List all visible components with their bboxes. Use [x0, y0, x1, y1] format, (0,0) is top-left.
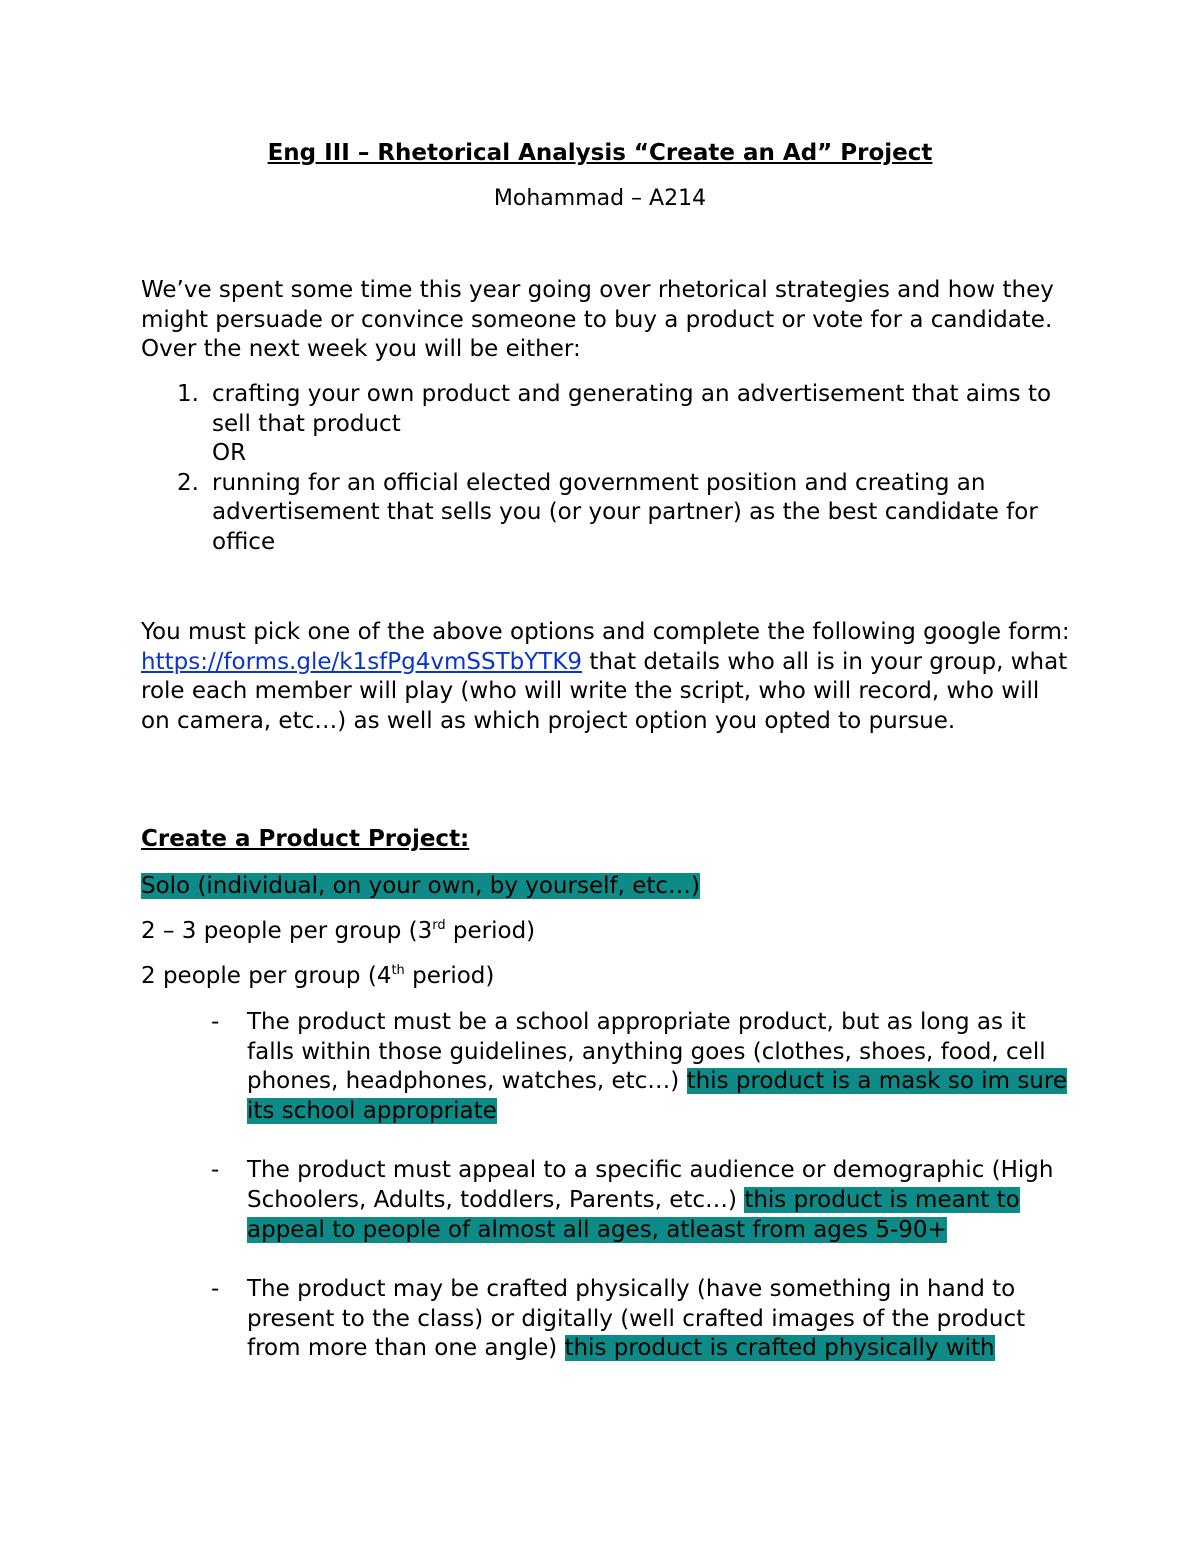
ordinal-suffix: th: [391, 963, 405, 978]
requirement-text: The product must appeal to a specific audience or demographic (High Schoolers, Adults, toddlers, Parents, etc…): [247, 1157, 1054, 1213]
list-number: 1.: [177, 381, 199, 407]
instructions-paragraph: [141, 618, 1071, 736]
requirements-list: [141, 1008, 1071, 1394]
intro-paragraph: We’ve spent some time this year going over rhetorical strategies and how they might persuade or convince someone to buy a product or vote for a candidate. Over the next week you will be either:: [141, 277, 1054, 363]
document-title: Eng III – Rhetorical Analysis “Create an Ad” Project: [267, 140, 933, 166]
list-item: [141, 1275, 1071, 1364]
group-size-4th-period: [141, 962, 494, 992]
list-number: 2.: [177, 469, 199, 496]
solo-option: [141, 872, 700, 902]
list-item: [141, 1008, 1071, 1126]
list-item: [141, 469, 1071, 558]
bullet-dash: -: [211, 1276, 220, 1303]
requirement-text: The product must be a school appropriate product, but as long as it falls within those guidelines, anything goes (clothes, shoes, food, cell phones, headphones, watches, etc…): [247, 1009, 1046, 1095]
author-line: Mohammad – A214: [493, 186, 707, 211]
option-connector: OR: [212, 440, 247, 467]
group-size-3rd-period: [141, 917, 535, 947]
highlighted-response: this product is a mask so im sure its school appropriate: [247, 1068, 1067, 1124]
list-item: [141, 380, 1071, 469]
highlighted-response: this product is meant to appeal to people of almost all ages, atleast from ages 5-90+: [247, 1186, 1020, 1243]
google-form-link[interactable]: https://forms.gle/k1sfPg4vmSSTbYTK9: [141, 648, 583, 675]
section-heading: Create a Product Project:: [141, 826, 470, 852]
group-text: 2 people per group (4: [141, 963, 392, 989]
option-text: crafting your own product and generating an advertisement that aims to sell that product: [212, 381, 1052, 437]
requirement-text: The product may be crafted physically (have something in hand to present to the class) or digitally (well crafted images of the product from more than one angle): [247, 1276, 1026, 1362]
instructions-text: You must pick one of the above options and complete the following google form:: [141, 619, 1070, 645]
bullet-dash: -: [211, 1157, 220, 1184]
project-options-list: [141, 380, 1071, 558]
highlighted-response: this product is crafted physically with: [564, 1335, 995, 1362]
option-text: running for an official elected government position and creating an advertisement that sells you (or your partner) as the best candidate for office: [212, 469, 1038, 555]
bullet-dash: -: [211, 1009, 220, 1035]
group-text: 2 – 3 people per group (3: [141, 918, 433, 944]
instructions-text-continued: that details who all is in your group, what role each member will play (who will write the script, who will record, who will on camera, etc…) as well as which project option you opted to pursue.: [141, 648, 1068, 734]
group-text-end: period): [404, 963, 495, 989]
group-text-end: period): [445, 918, 536, 944]
highlighted-text: Solo (individual, on your own, by yourself, etc…): [141, 873, 700, 899]
list-item: [141, 1156, 1071, 1245]
ordinal-suffix: rd: [432, 918, 446, 933]
